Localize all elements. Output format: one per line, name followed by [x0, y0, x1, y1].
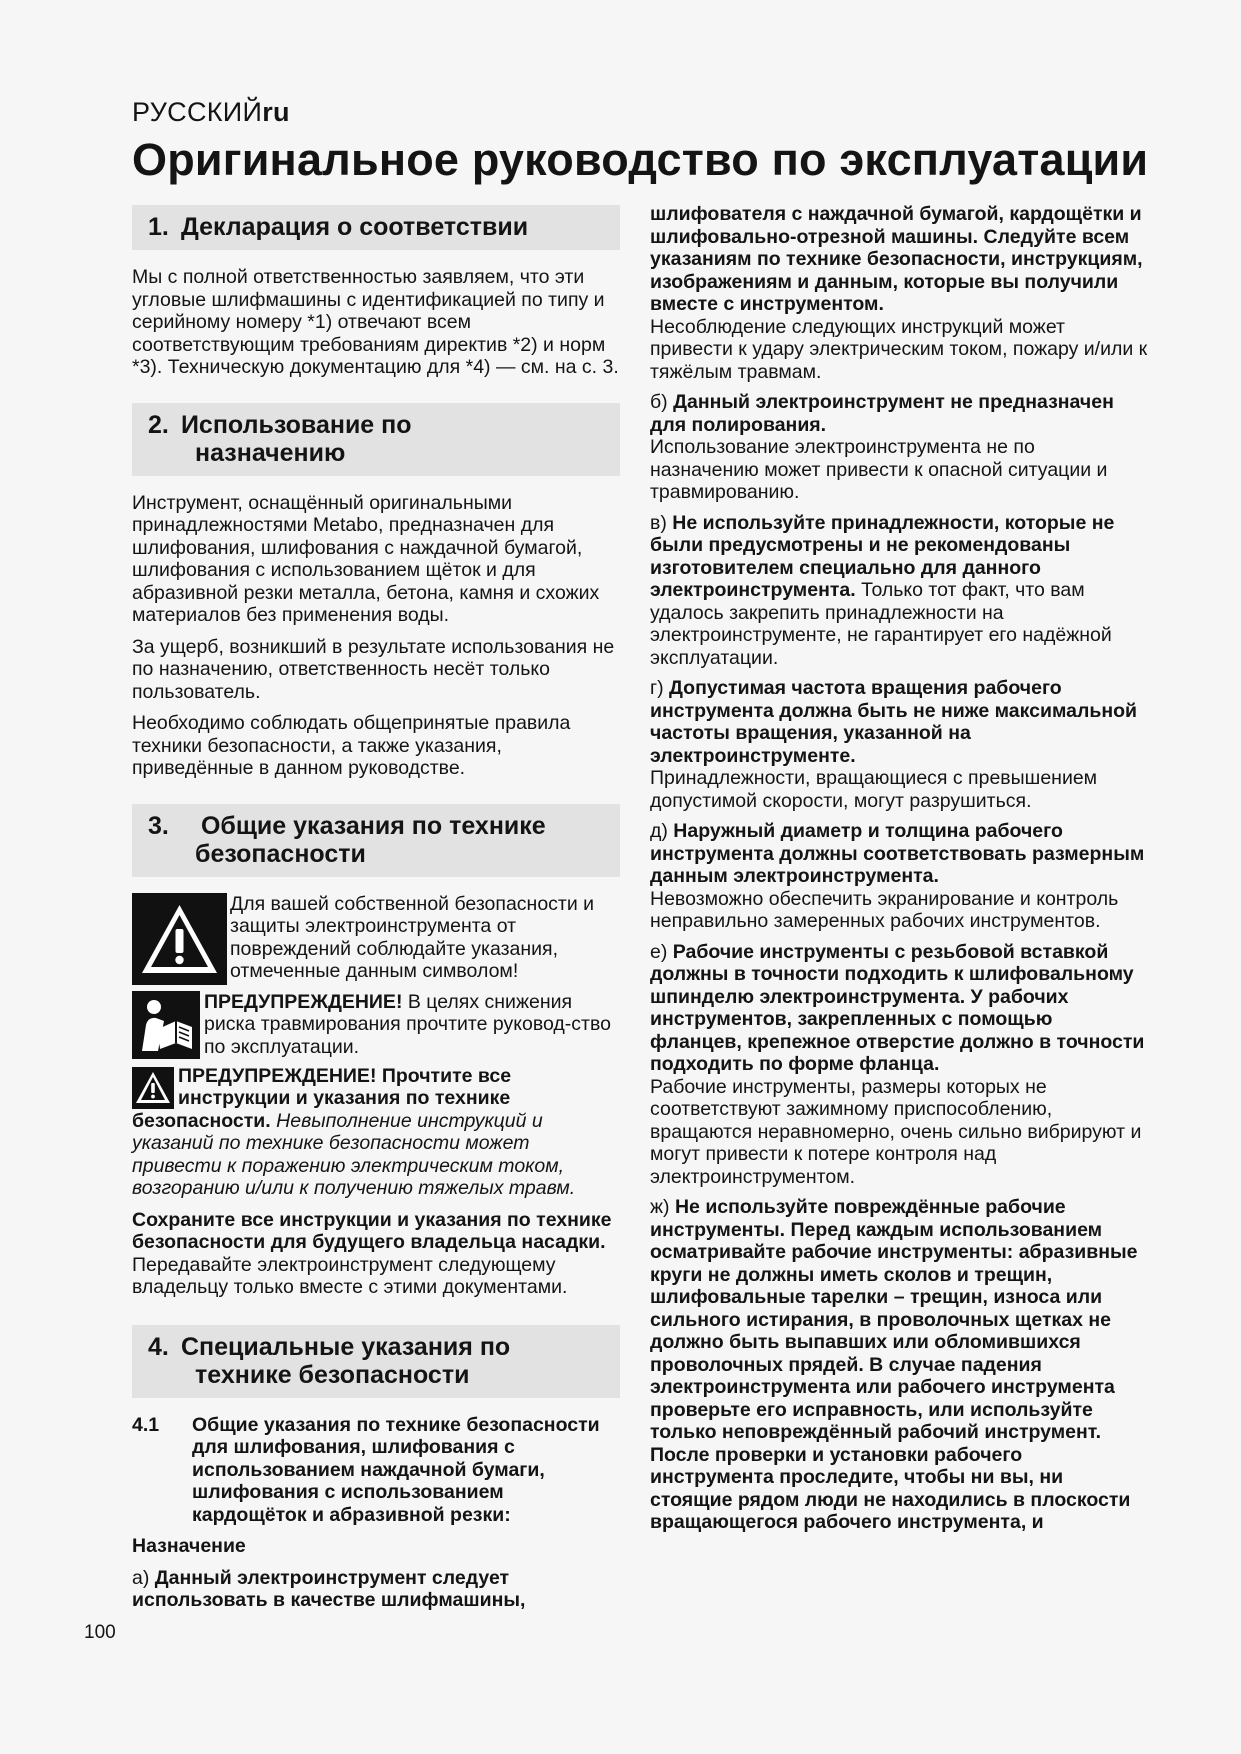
section-number: 2. — [148, 410, 169, 439]
item-d-text: Принадлежности, вращающиеся с превышением допустимой скорости, могут разрушиться. — [650, 767, 1098, 812]
keep-instructions-text: Передавайте электроинструмент следующему владельцу только вместе с этими документами. — [132, 1253, 568, 1298]
section-3-heading — [132, 804, 620, 877]
section-1-heading — [132, 205, 620, 250]
item-a-prefix: а) — [132, 1566, 155, 1589]
section-title-line2: безопасности — [195, 839, 366, 868]
section-number: 4. — [148, 1332, 169, 1361]
safety-rules-text: Необходимо соблюдать общепринятые правила техники безопасности, а также указания, приведённые в данном руководстве. — [132, 712, 571, 779]
subsection-title: Общие указания по технике безопасности для шлифования, шлифования с использованием наждачной бумаги, шлифования с использованием кардощёток и абразивной резки: — [192, 1413, 600, 1526]
warning-symbol-note — [132, 893, 620, 985]
section-number: 1. — [148, 213, 169, 241]
read-manual-icon — [132, 991, 200, 1059]
item-a — [132, 1567, 620, 1612]
item-c-text: Только тот факт, что вам удалось закрепить принадлежности на электроинструменте, не гарантирует его надёжной эксплуатации. — [650, 579, 1112, 669]
section-title-line1: Общие указания по технике — [200, 811, 546, 840]
item-c-prefix: в) — [650, 511, 673, 534]
read-manual-warning — [132, 991, 620, 1059]
item-e-prefix: д) — [650, 820, 674, 842]
section-2-heading — [132, 403, 620, 476]
keep-instructions-bold: Сохраните все инструкции и указания по технике безопасности для будущего владельца насадки. — [132, 1208, 612, 1253]
item-c — [650, 512, 1148, 670]
section-number: 3. — [148, 811, 169, 840]
intended-use-text: Инструмент, оснащённый оригинальными принадлежностями Metabo, предназначен для шлифования, шлифования с наждачной бумагой, шлифования с использованием щёток и для абразивной резки металла, бетона, камня и схожих материалов без применения воды. — [132, 491, 600, 626]
item-g-prefix: ж) — [650, 1196, 675, 1218]
section-title-line2: назначению — [195, 438, 346, 467]
section-title-line2: технике безопасности — [195, 1360, 470, 1389]
read-manual-text — [204, 991, 620, 1059]
item-d-prefix: г) — [650, 677, 670, 699]
item-d-bold: Допустимая частота вращения рабочего инструмента должна быть не ниже максимальной частоты вращения, указанной на электроинструменте. — [650, 677, 1138, 767]
all-instructions-italic: Невыполнение инструкций и указаний по технике безопасности может привести к поражению электрическим током, возгоранию и/или к получению тяжелых травм. — [132, 1109, 576, 1199]
item-b-bold: Данный электроинструмент не предназначен для полирования. — [650, 391, 1114, 436]
section-4-heading — [132, 1325, 620, 1398]
item-f-prefix: е) — [650, 940, 673, 963]
page-number: 100 — [84, 1622, 116, 1643]
right-column — [650, 203, 1148, 1542]
item-e-bold: Наружный диаметр и толщина рабочего инструмента должны соответствовать размерным данным электроинструмента. — [650, 820, 1145, 887]
all-instructions-warning — [132, 1065, 620, 1200]
item-g — [650, 1196, 1148, 1534]
warning-symbol-text: Для вашей собственной безопасности и защиты электроинструмента от повреждений соблюдайте указания, отмеченные данным символом! — [230, 892, 595, 982]
left-column — [132, 205, 620, 1621]
liability-text: За ущерб, возникший в результате использования не по назначению, ответственность несёт только пользователь. — [132, 635, 615, 703]
section-title: Декларация о соответствии — [180, 213, 529, 241]
warning-triangle-small-icon — [132, 1067, 174, 1109]
language-label — [132, 96, 290, 128]
page-title: Оригинальное руководство по эксплуатации — [132, 134, 1149, 185]
item-f-text: Рабочие инструменты, размеры которых не соответствуют зажимному приспособлению, вращаются неравномерно, очень сильно вибрируют и могут привести к потере контроля над электроинструментом. — [650, 1075, 1142, 1188]
read-manual-body: В целях снижения риска травмирования прочтите руковод-ство по эксплуатации. — [204, 990, 611, 1058]
subsection-4-1 — [132, 1414, 620, 1527]
subsection-number: 4.1 — [132, 1413, 160, 1436]
section-title-line1: Специальные указания по — [180, 1332, 511, 1361]
item-d — [650, 677, 1148, 812]
all-instructions-bold: ПРЕДУПРЕЖДЕНИЕ! Прочтите все инструкции и указания по технике безопасности. — [132, 1064, 512, 1132]
item-f-bold: Рабочие инструменты с резьбовой вставкой должны в точности подходить к шлифовальному шпинделю электроинструмента. У рабочих инструментов, закрепленных с помощью фланцев, крепежное отверстие должно в точности подходить по форме фланца. — [650, 940, 1145, 1075]
item-c-bold: Не используйте принадлежности, которые не были предусмотрены и не рекомендованы изготовителем специально для данного электроинструмента. — [650, 511, 1115, 601]
purpose-heading: Назначение — [132, 1535, 246, 1557]
item-a-continued-bold: шлифователя с наждачной бумагой, кардощётки и шлифовально-отрезной машины. Следуйте всем указаниям по технике безопасности, инструкциям, изображениям и данным, которые вы получили вместе с инструментом. — [650, 203, 1143, 315]
item-e — [650, 820, 1148, 933]
item-b — [650, 391, 1148, 504]
all-instructions-text — [132, 1065, 620, 1200]
section-title-line1: Использование по — [180, 410, 412, 439]
language-name: РУССКИЙ — [132, 97, 263, 127]
item-g-bold: Не используйте повреждённые рабочие инструменты. Перед каждым использованием осматривайте рабочие инструменты: абразивные круги не должны иметь сколов и трещин, шлифовальные тарелки – трещин, износа или сильного истирания, в проволочных щетках не должно быть выпавших или обломившихся проволочных прядей. В случае падения электроинструмента или рабочего инструмента проверьте его исправность, или используйте только неповреждённый рабочий инструмент. После проверки и установки рабочего инструмента проследите, чтобы ни вы, ни стоящие рядом люди не находились в плоскости вращающегося рабочего инструмента, и — [650, 1196, 1138, 1533]
warning-label: ПРЕДУПРЕЖДЕНИЕ! — [204, 990, 403, 1013]
item-b-text: Использование электроинструмента не по назначению может привести к опасной ситуации и травмированию. — [650, 436, 1108, 503]
item-f — [650, 941, 1148, 1189]
item-b-prefix: б) — [650, 391, 674, 413]
item-a-continued — [650, 203, 1148, 383]
item-a-bold: Данный электроинструмент следует использовать в качестве шлифмашины, — [132, 1566, 526, 1611]
language-code: ru — [262, 97, 290, 127]
item-e-text: Невозможно обеспечить экранирование и контроль неправильно замеренных рабочих инструментов. — [650, 887, 1119, 932]
declaration-text: Мы с полной ответственностью заявляем, что эти угловые шлифмашины с идентификацией по типу и серийному номеру *1) отвечают всем соответствующим требованиям директив *2) и норм *3). Техническую документацию для *4) — см. на с. 3. — [132, 266, 619, 378]
warning-triangle-icon — [132, 893, 227, 985]
item-a-continued-text: Несоблюдение следующих инструкций может привести к удару электрическим током, пожару и/или к тяжёлым травмам. — [650, 315, 1148, 383]
